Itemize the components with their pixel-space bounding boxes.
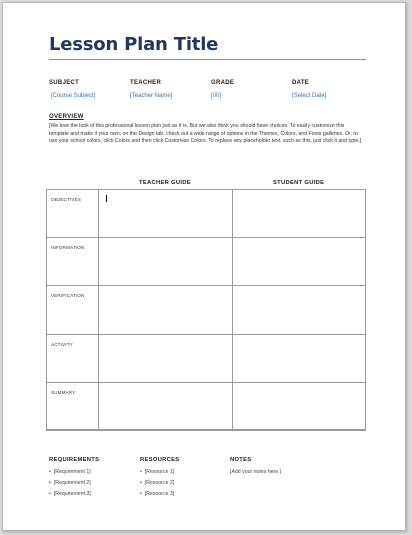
row-label-information: INFORMATION (51, 245, 85, 250)
meta-teacher-label: TEACHER (130, 80, 162, 86)
table-row-summary[interactable] (47, 383, 365, 430)
row-label-summary: SUMMARY (51, 390, 76, 395)
table-row-objectives[interactable] (47, 190, 365, 238)
table-row-information[interactable] (47, 238, 365, 286)
meta-grade-value[interactable]: [00] (211, 93, 222, 99)
meta-teacher (130, 80, 172, 99)
row-label-objectives: OBJECTIVES (51, 197, 82, 202)
row-label-verification: VERIFICATION (51, 293, 85, 298)
resource-item[interactable]: • [Resource 3] (140, 489, 174, 500)
resource-item[interactable]: • [Resource 2] (140, 478, 174, 489)
teacher-guide-header: TEACHER GUIDE (139, 180, 191, 186)
meta-subject (49, 80, 95, 99)
table-row-activity[interactable] (47, 335, 365, 383)
requirement-item[interactable]: • [Requirement 3] (49, 489, 91, 500)
title-divider (49, 59, 366, 60)
column-divider-1 (98, 190, 99, 430)
meta-date-label: DATE (292, 80, 310, 86)
meta-grade (211, 80, 234, 99)
resources-list (140, 467, 174, 500)
row-label-activity: ACTIVITY (51, 342, 73, 347)
requirements-heading: REQUIREMENTS (49, 457, 100, 463)
table-row-verification[interactable] (47, 286, 365, 335)
text-cursor (106, 195, 107, 202)
meta-subject-label: SUBJECT (49, 80, 80, 86)
column-divider-2 (232, 190, 233, 430)
lesson-table (46, 189, 366, 431)
meta-subject-value[interactable]: [Course Subject] (51, 93, 96, 99)
page-title[interactable]: Lesson Plan Title (49, 34, 219, 55)
overview-text[interactable]: [We love the look of this professional lesson plan just as it is. But we also think you should have choices. To easily customize this template and make it your own, on the Design tab, check out a wide range of options in the Themes, Colors, and Fonts galleries. Or, to use your school colors, click Colors and then click Customize Colors. To replace any placeholder text, such as this, just click it and type.] (49, 123, 362, 145)
requirements-list (49, 467, 91, 500)
requirement-item[interactable]: • [Requirement 1] (49, 467, 91, 478)
meta-grade-label: GRADE (211, 80, 235, 86)
requirement-item[interactable]: • [Requirement 2] (49, 478, 91, 489)
meta-teacher-value[interactable]: [Teacher Name] (130, 93, 173, 99)
overview-heading: OVERVIEW (49, 114, 84, 120)
resources-heading: RESOURCES (140, 457, 180, 463)
resource-item[interactable]: • [Resource 1] (140, 467, 174, 478)
notes-heading: NOTES (230, 457, 252, 463)
meta-date-value[interactable]: [Select Date] (292, 93, 327, 99)
meta-date (292, 80, 326, 99)
notes-text[interactable]: [Add your notes here.] (230, 469, 282, 475)
student-guide-header: STUDENT GUIDE (273, 180, 325, 186)
